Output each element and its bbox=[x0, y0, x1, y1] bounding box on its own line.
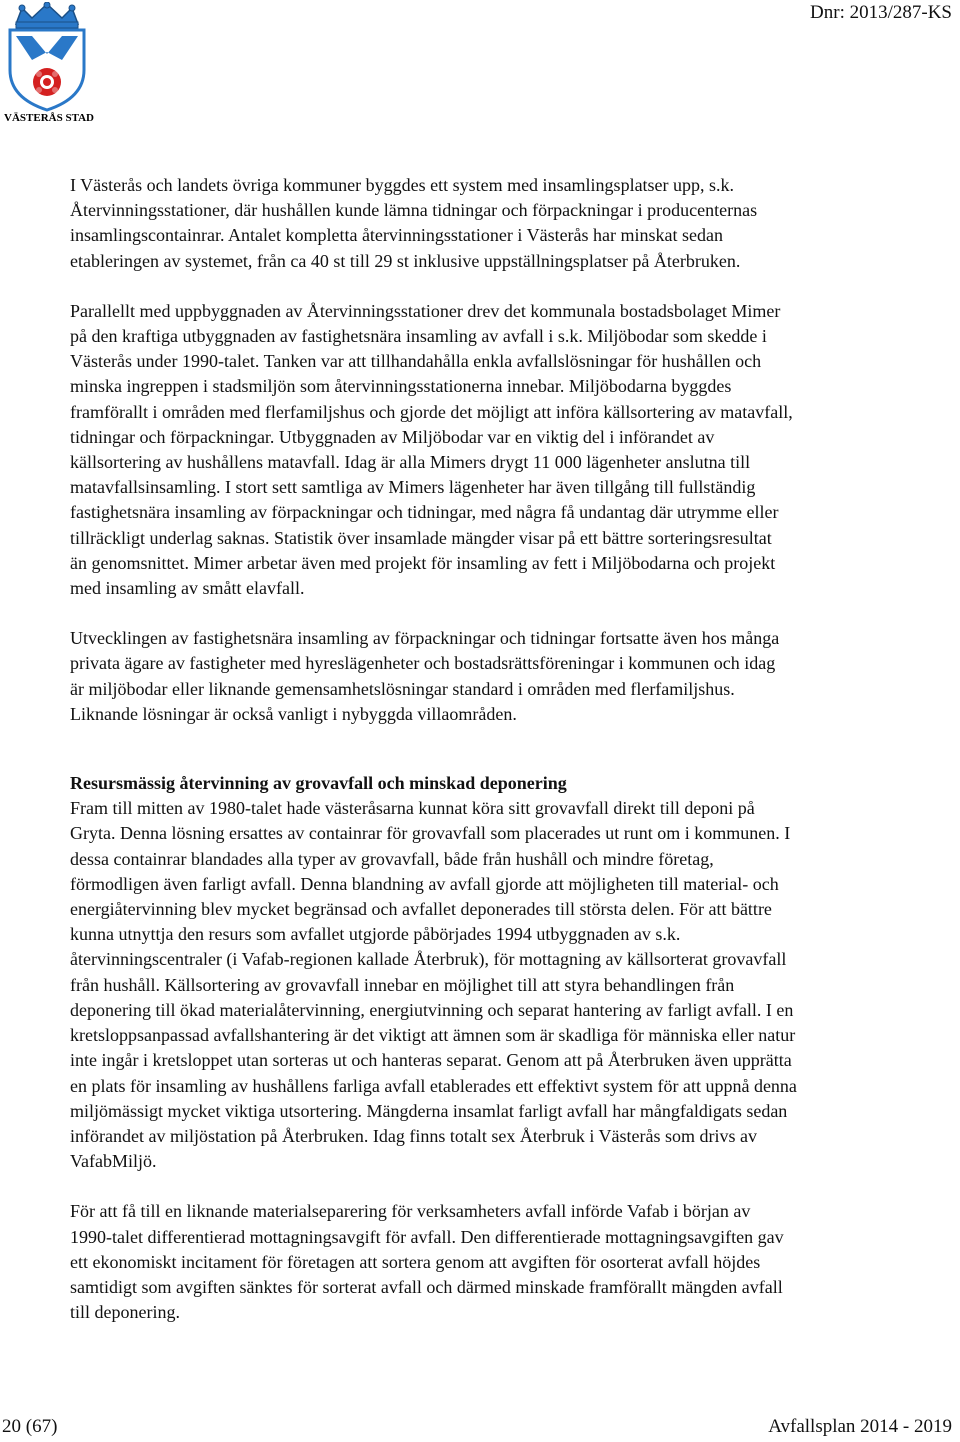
footer-title: Avfallsplan 2014 - 2019 bbox=[768, 1416, 952, 1437]
section-heading: Resursmässig återvinning av grovavfall och minskad deponering bbox=[70, 773, 567, 794]
paragraph: Fram till mitten av 1980-talet hade västeråsarna kunnat köra sitt grovavfall direkt till deponi på Gryta. Denna lösning ersattes av containrar för grovavfall som placerades ut runt om i kommunen. I dessa containrar blandades alla typer av grovavfall, både från hushåll och mindre företag, förmodligen även farligt avfall. Denna blandning av avfall gjorde att möjligheten till material- och energiåtervinning blev mycket begränsad och avfallet deponerades till största delen. För att bättre kunna utnyttja den resurs som avfallet utgjorde påbörjades 1994 utbyggnaden av s.k. återvinningscentraler (i Vafab-regionen kallade Återbruk), för mottagning av källsorterat grovavfall från hushåll. Källsortering av grovavfall innebar en möjlighet till att styra behandlingen från deponering till ökad materialåtervinning, energiutvinning och separat hantering av farligt avfall. I en kretsloppsanpassad avfallshantering är det viktigt att ämnen som är skadliga för människa eller natur inte ingår i kretsloppet utan sorteras ut och hanteras separat. Genom att på Återbruken även upprätta en plats för insamling av hushållens farliga avfall etablerades ett effektivt system för att uppnå denna miljömässigt mycket viktiga utsortering. Mängderna insamlat farligt avfall har mångfaldigats sedan införandet av miljöstation på Återbruken. Idag finns totalt sex Återbruk i Västerås som drivs av VafabMiljö. bbox=[70, 798, 797, 1172]
document-body bbox=[70, 173, 955, 1325]
paragraph: Utvecklingen av fastighetsnära insamling av förpackningar och tidningar fortsatte även hos många privata ägare av fastigheter med hyreslägenheter och bostadsrättsföreningar i kommunen och idag är miljöbodar eller liknande gemensamhetslösningar standard i områden med flerfamiljshus. Liknande lösningar är också vanligt i nybyggda villaområden. bbox=[70, 628, 780, 724]
paragraph: I Västerås och landets övriga kommuner byggdes ett system med insamlingsplatser upp, s.k. Återvinningsstationer, där hushållen kunde lämna tidningar och förpackningar i producenternas insamlingscontainrar. Antalet kompletta återvinningsstationer i Västerås har minskat sedan etableringen av systemet, från ca 40 st till 29 st inklusive uppställningsplatser på Återbruken. bbox=[70, 175, 758, 271]
vasteras-stad-logo bbox=[2, 2, 92, 126]
paragraph: Parallellt med uppbyggnaden av Återvinningsstationer drev det kommunala bostadsbolaget Mimer på den kraftiga utbyggnaden av fastighetsnära insamling av avfall i s.k. Miljöbodar som skedde i Västerås under 1990-talet. Tanken var att tillhandahålla enkla avfallslösningar för hushållen och minska ingreppen i stadsmiljön som återvinningsstationerna innebar. Miljöbodarna byggdes framförallt i områden med flerfamiljshus och gjorde det möjligt att införa källsortering av matavfall, tidningar och förpackningar. Utbyggnaden av Miljöbodar var en viktig del i införandet av källsortering av hushållens matavfall. Idag är alla Mimers drygt 11 000 lägenheter anslutna till matavfallsinsamling. I stort sett samtliga av Mimers lägenheter har även tillgång till fullständig fastighetsnära insamling av förpackningar och tidningar, med några få undantag där utrymme eller tillräckligt underlag saknas. Statistik över insamlade mängder visar på ett bättre sorteringsresultat än genomsnittet. Mimer arbetar även med projekt för insamling av fett i Miljöbodarna och projekt med insamling av smått elavfall. bbox=[70, 300, 793, 599]
paragraph: För att få till en liknande materialseparering för verksamheters avfall införde Vafab i början av 1990-talet differentierad mottagningsavgift för avfall. Den differentierade mottagningsavgiften gav ett ekonomiskt incitament för företagen att sortera genom att avgiften för osorterat avfall höjdes samtidigt som avgiften sänktes för sorterat avfall och därmed minskade framförallt mängden avfall till deponering. bbox=[70, 1201, 784, 1323]
page-number: 20 (67) bbox=[2, 1416, 58, 1437]
logo-text: VÄSTERÅS STAD bbox=[4, 112, 94, 124]
document-number: Dnr: 2013/287-KS bbox=[810, 2, 952, 23]
coat-of-arms-icon bbox=[2, 2, 92, 112]
